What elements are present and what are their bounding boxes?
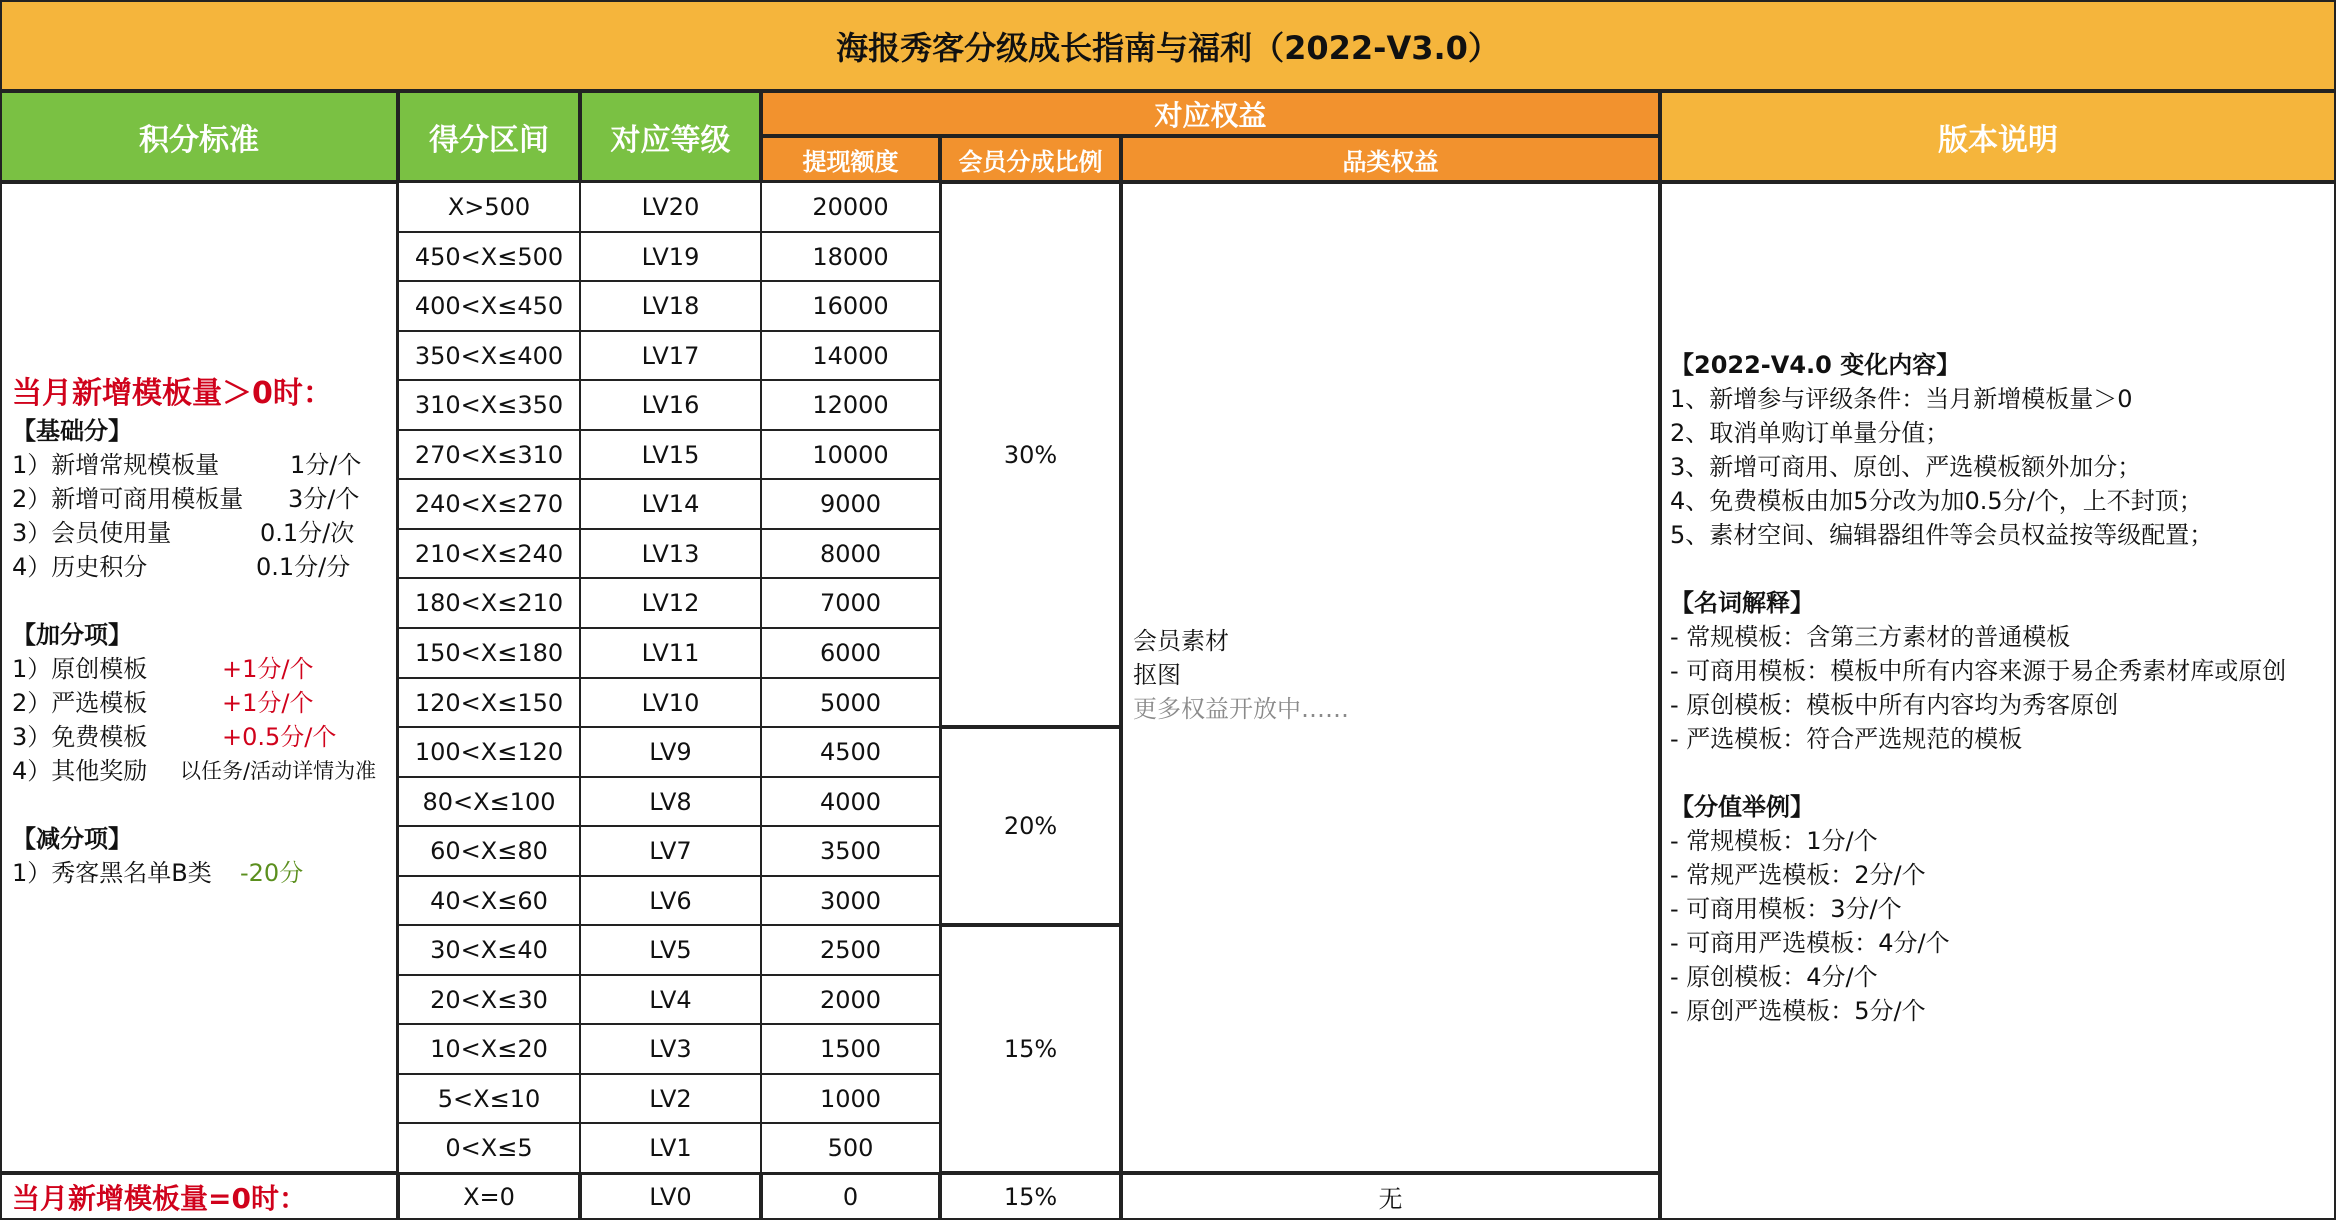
criteria-item-value: +1分/个	[222, 655, 314, 683]
score-range-cell: 180<X≤210	[398, 578, 580, 628]
criteria-item-value: 0.1分/次	[260, 519, 355, 547]
note-line: - 原创模板：模板中所有内容均为秀客原创	[1670, 691, 2119, 719]
level-cell: LV13	[580, 529, 761, 578]
criteria-item-label: 4）其他奖励	[12, 757, 148, 785]
terms-list	[1670, 620, 2286, 756]
score-range-cell: 60<X≤80	[398, 826, 580, 876]
header-criteria: 积分标准	[0, 91, 398, 182]
criteria-item-label: 2）新增可商用模板量	[12, 485, 244, 513]
score-range-cell: 350<X≤400	[398, 331, 580, 380]
examples-title: 【分值举例】	[1670, 793, 1814, 821]
level-cell: LV14	[580, 479, 761, 529]
category-benefits	[1121, 182, 1660, 1173]
level-cell: LV1	[580, 1123, 761, 1173]
level-cell: LV9	[580, 727, 761, 777]
zero-condition-cell	[0, 1173, 398, 1220]
zero-category: 无	[1121, 1173, 1660, 1220]
criteria-item	[12, 754, 396, 788]
score-range-cell: 80<X≤100	[398, 777, 580, 826]
note-line: - 可商用模板：3分/个	[1670, 895, 1902, 923]
share-group-30: 30%	[940, 182, 1121, 727]
withdraw-cell: 3500	[761, 826, 940, 876]
level-cell: LV8	[580, 777, 761, 826]
score-range-cell: 20<X≤30	[398, 975, 580, 1024]
criteria-item-label: 1）原创模板	[12, 655, 148, 683]
note-line: 3、新增可商用、原创、严选模板额外加分；	[1670, 453, 2142, 481]
level-cell: LV6	[580, 876, 761, 925]
zero-withdraw: 0	[761, 1173, 940, 1220]
withdraw-cell: 9000	[761, 479, 940, 529]
penalty-title: 【减分项】	[12, 825, 132, 853]
note-line: - 可商用模板：模板中所有内容来源于易企秀素材库或原创	[1670, 657, 2287, 685]
note-line: 1、新增参与评级条件：当月新增模板量＞0	[1670, 385, 2133, 413]
base-title: 【基础分】	[12, 417, 132, 445]
header-benefits: 对应权益	[761, 91, 1660, 136]
level-cell: LV10	[580, 678, 761, 727]
criteria-item	[12, 720, 396, 754]
criteria-item	[12, 686, 396, 720]
level-cell: LV16	[580, 380, 761, 430]
criteria-item-value: 0.1分/分	[256, 553, 351, 581]
withdraw-cell: 6000	[761, 628, 940, 678]
criteria-item-value: 以任务/活动详情为准	[180, 759, 377, 783]
score-range-cell: 270<X≤310	[398, 430, 580, 479]
score-range-cell: 240<X≤270	[398, 479, 580, 529]
score-range-cell: 30<X≤40	[398, 925, 580, 975]
criteria-item	[12, 448, 396, 482]
criteria-item-label: 4）历史积分	[12, 553, 148, 581]
score-range-cell: 100<X≤120	[398, 727, 580, 777]
withdraw-cell: 3000	[761, 876, 940, 925]
withdraw-cell: 16000	[761, 281, 940, 331]
withdraw-cell: 1500	[761, 1024, 940, 1074]
withdraw-cell: 12000	[761, 380, 940, 430]
header-category: 品类权益	[1121, 136, 1660, 182]
withdraw-cell: 20000	[761, 182, 940, 232]
withdraw-cell: 1000	[761, 1074, 940, 1123]
base-list	[12, 448, 396, 584]
score-range-cell: 310<X≤350	[398, 380, 580, 430]
zero-level: LV0	[580, 1173, 761, 1220]
note-line: 2、取消单购订单量分值；	[1670, 419, 1950, 447]
withdraw-cell: 18000	[761, 232, 940, 281]
category-item: 抠图	[1133, 661, 1181, 689]
bonus-title: 【加分项】	[12, 621, 132, 649]
level-cell: LV5	[580, 925, 761, 975]
note-line: 4、免费模板由加5分改为加0.5分/个，上不封顶；	[1670, 487, 2203, 515]
share-group-20: 20%	[940, 727, 1121, 925]
score-range-cell: 0<X≤5	[398, 1123, 580, 1173]
criteria-item	[12, 550, 396, 584]
criteria-item	[12, 652, 396, 686]
withdraw-cell: 14000	[761, 331, 940, 380]
header-score-range: 得分区间	[398, 91, 580, 182]
level-cell: LV11	[580, 628, 761, 678]
examples-list	[1670, 824, 2286, 1028]
withdraw-cell: 4500	[761, 727, 940, 777]
score-range-cell: X>500	[398, 182, 580, 232]
changes-list	[1670, 382, 2286, 552]
level-cell: LV12	[580, 578, 761, 628]
withdraw-cell: 500	[761, 1123, 940, 1173]
share-group-15: 15%	[940, 925, 1121, 1173]
criteria-item-value: -20分	[240, 859, 304, 887]
zero-range: X=0	[398, 1173, 580, 1220]
level-cell: LV17	[580, 331, 761, 380]
note-line: - 原创严选模板：5分/个	[1670, 997, 1926, 1025]
note-line: - 严选模板：符合严选规范的模板	[1670, 725, 2023, 753]
condition-positive: 当月新增模板量＞0时：	[12, 376, 333, 411]
criteria-item-label: 1）新增常规模板量	[12, 451, 220, 479]
withdraw-cell: 5000	[761, 678, 940, 727]
withdraw-cell: 7000	[761, 578, 940, 628]
criteria-item	[12, 516, 396, 550]
withdraw-cell: 4000	[761, 777, 940, 826]
header-withdraw: 提现额度	[761, 136, 940, 182]
criteria-item-label: 1）秀客黑名单B类	[12, 859, 212, 887]
changes-title: 【2022-V4.0 变化内容】	[1670, 351, 1961, 379]
withdraw-cell: 2000	[761, 975, 940, 1024]
criteria-item-label: 3）会员使用量	[12, 519, 172, 547]
score-range-cell: 40<X≤60	[398, 876, 580, 925]
terms-title: 【名词解释】	[1670, 589, 1814, 617]
category-item: 更多权益开放中……	[1133, 695, 1349, 723]
criteria-item-label: 3）免费模板	[12, 723, 148, 751]
level-cell: LV3	[580, 1024, 761, 1074]
withdraw-cell: 8000	[761, 529, 940, 578]
score-range-cell: 400<X≤450	[398, 281, 580, 331]
withdraw-cell: 2500	[761, 925, 940, 975]
level-cell: LV19	[580, 232, 761, 281]
bonus-list	[12, 652, 396, 788]
note-line: - 常规模板：1分/个	[1670, 827, 1878, 855]
criteria-item-value: +0.5分/个	[222, 723, 337, 751]
score-range-cell: 450<X≤500	[398, 232, 580, 281]
score-range-cell: 150<X≤180	[398, 628, 580, 678]
level-cell: LV4	[580, 975, 761, 1024]
note-line: 5、素材空间、编辑器组件等会员权益按等级配置；	[1670, 521, 2214, 549]
criteria-item-value: 1分/个	[290, 451, 362, 479]
criteria-item	[12, 482, 396, 516]
note-line: - 原创模板：4分/个	[1670, 963, 1878, 991]
level-cell: LV2	[580, 1074, 761, 1123]
score-range-cell: 120<X≤150	[398, 678, 580, 727]
criteria-panel	[0, 182, 398, 1173]
page-title: 海报秀客分级成长指南与福利（2022-V3.0）	[0, 0, 2336, 91]
header-share-ratio: 会员分成比例	[940, 136, 1121, 182]
criteria-item-value: +1分/个	[222, 689, 314, 717]
score-range-cell: 5<X≤10	[398, 1074, 580, 1123]
zero-share: 15%	[940, 1173, 1121, 1220]
note-line: - 常规严选模板：2分/个	[1670, 861, 1926, 889]
level-cell: LV20	[580, 182, 761, 232]
criteria-item-label: 2）严选模板	[12, 689, 148, 717]
header-version-notes: 版本说明	[1660, 91, 2336, 182]
note-line: - 可商用严选模板：4分/个	[1670, 929, 1950, 957]
level-cell: LV18	[580, 281, 761, 331]
level-cell: LV7	[580, 826, 761, 876]
criteria-item-value: 3分/个	[288, 485, 360, 513]
condition-zero: 当月新增模板量=0时：	[12, 1181, 307, 1215]
header-level: 对应等级	[580, 91, 761, 182]
score-range-cell: 10<X≤20	[398, 1024, 580, 1074]
note-line: - 常规模板：含第三方素材的普通模板	[1670, 623, 2071, 651]
penalty-list	[12, 856, 396, 890]
version-notes-panel	[1660, 182, 2336, 1220]
withdraw-cell: 10000	[761, 430, 940, 479]
score-range-cell: 210<X≤240	[398, 529, 580, 578]
level-cell: LV15	[580, 430, 761, 479]
criteria-item	[12, 856, 396, 890]
category-item: 会员素材	[1133, 627, 1229, 655]
